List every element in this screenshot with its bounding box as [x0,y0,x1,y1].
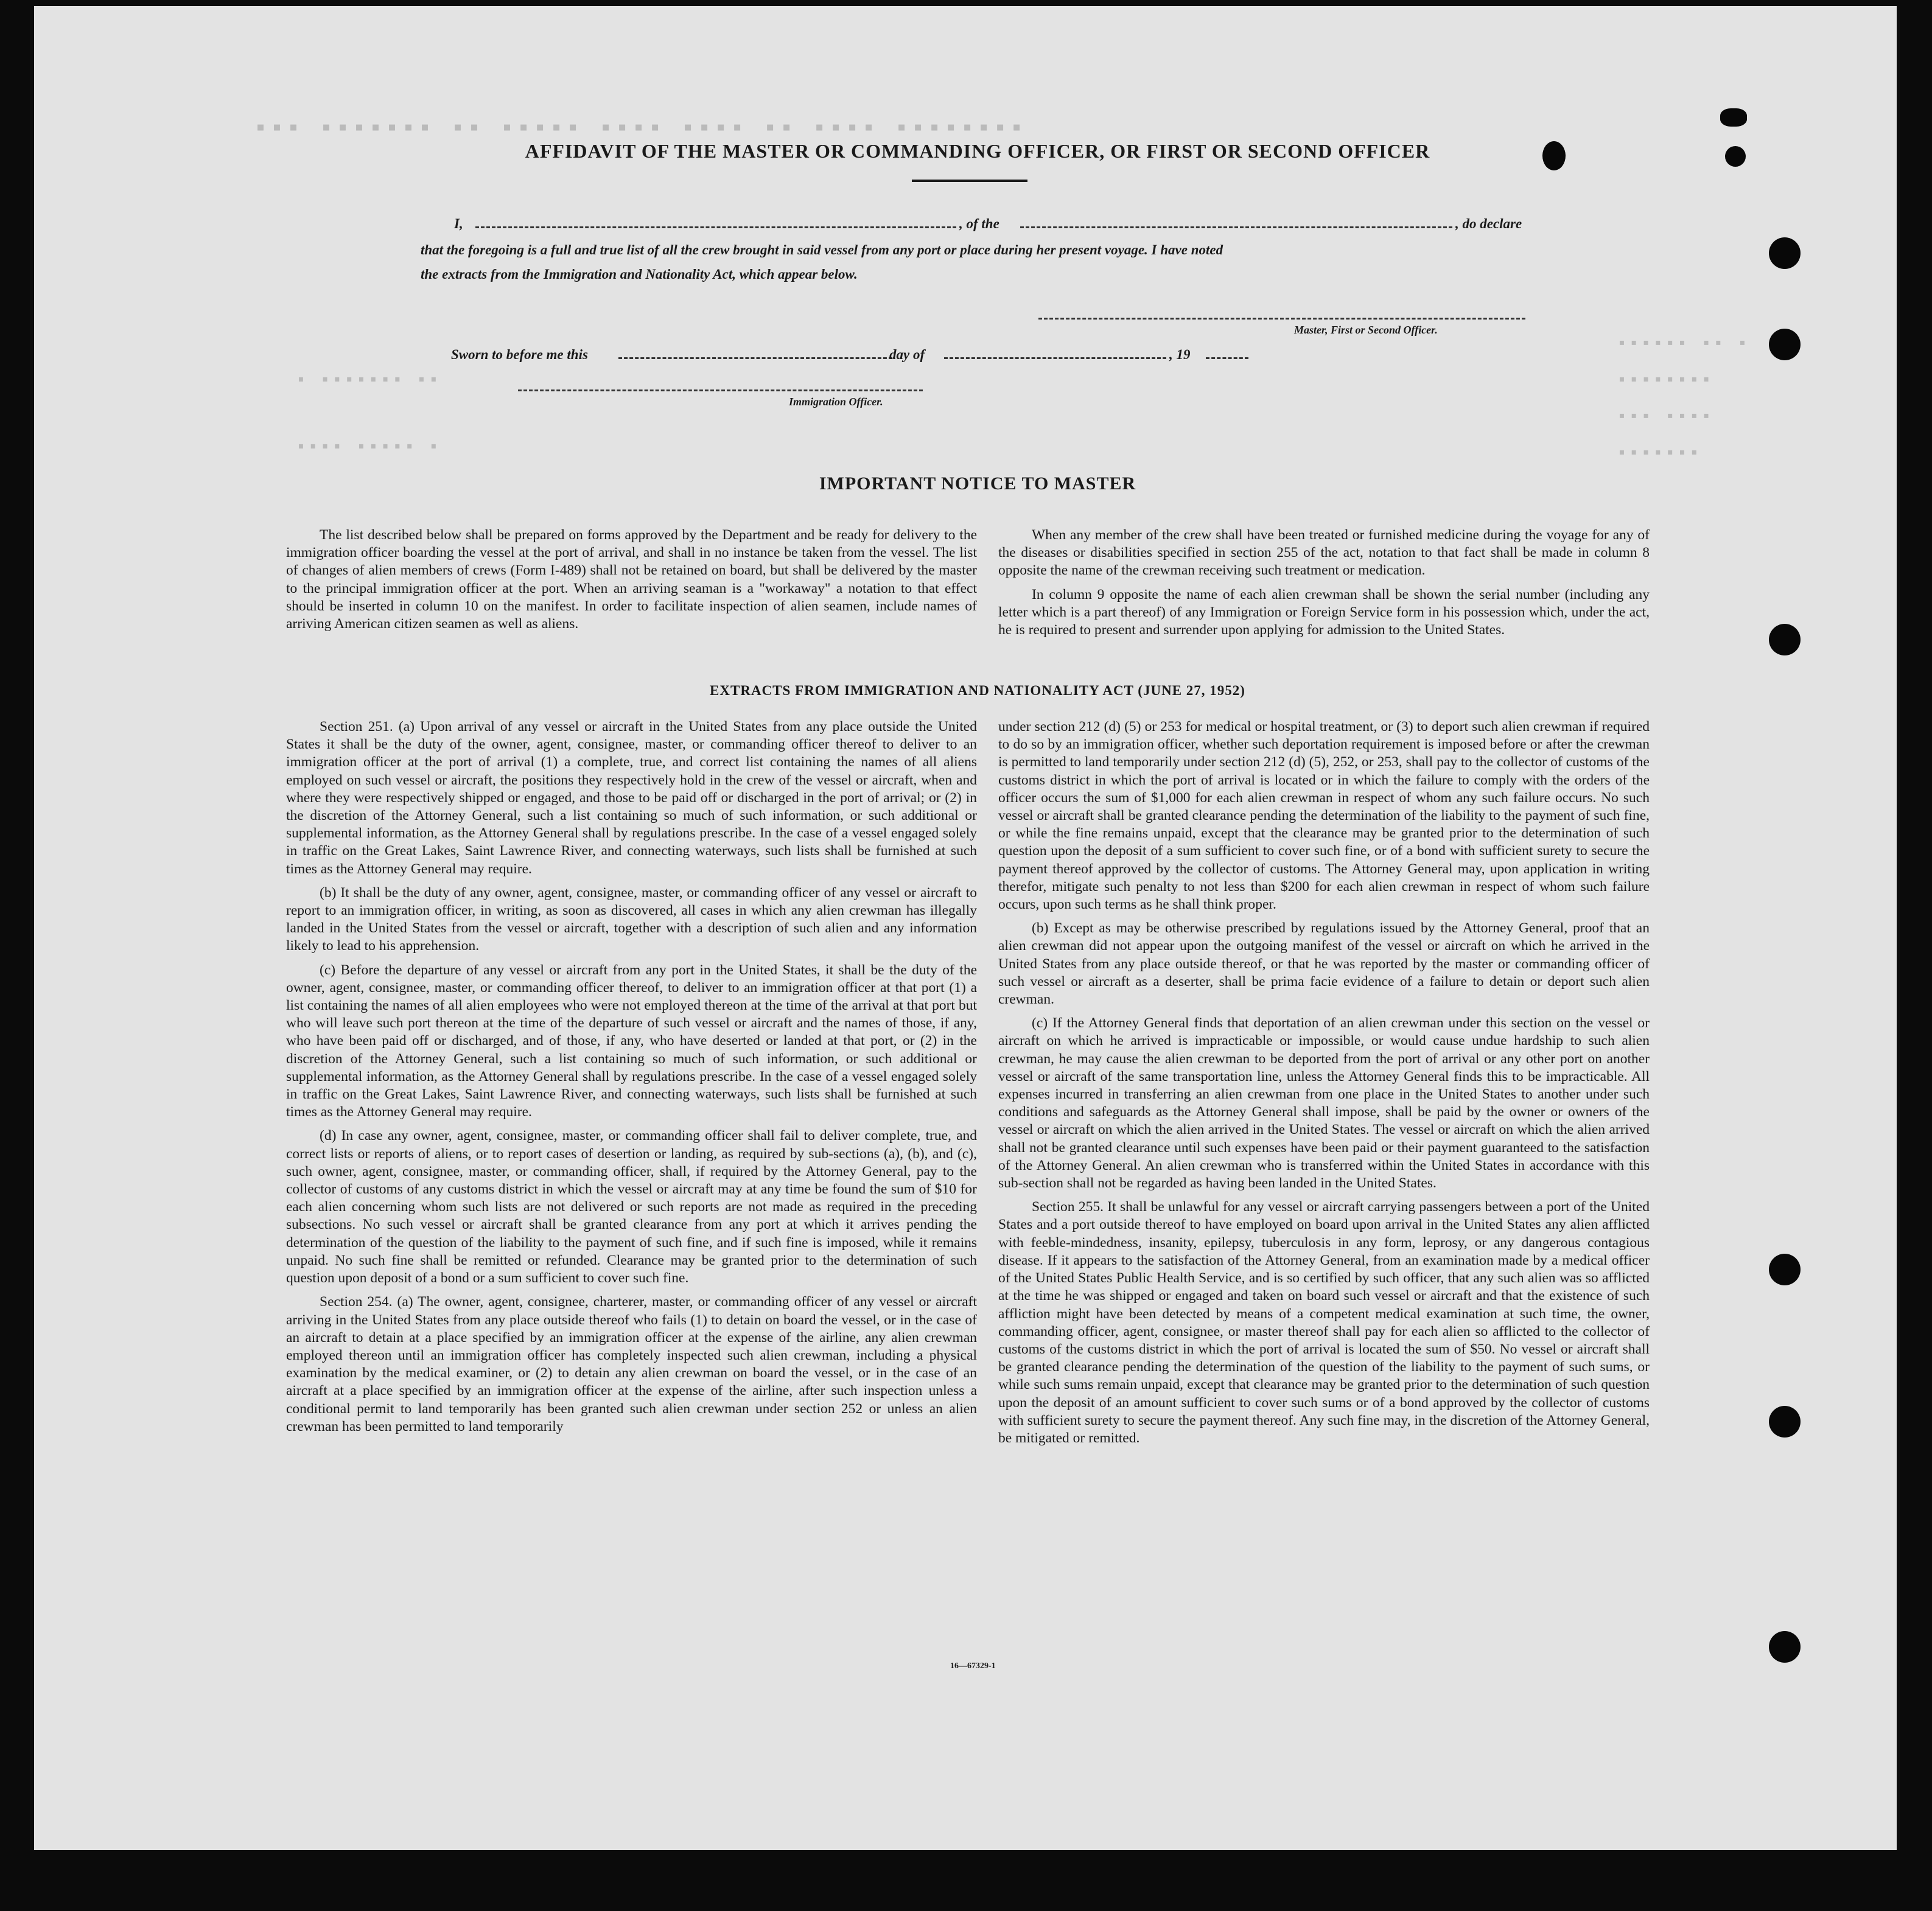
notice-left-column [286,526,977,639]
section-254-a: Section 254. (a) The owner, agent, consignee, charterer, master, or commanding officer of any vessel or aircraft arriving in the United States from any place outside thereof who fails (1) to detain on board the vessel, or in the case of an aircraft to detain at a place specified by an immigration officer at the expense of the airline, any alien crewman employed thereon until an immigration officer has completely inspected such alien crewman, including a physical examination by the medical examiner, or (2) to detain any alien crewman on board the vessel, or in the case of an aircraft at a place specified by an immigration officer at the expense of the airline, after such inspection unless a conditional permit to land temporarily has been granted such alien crewman under section 252 or unless an alien crewman has been permitted to land temporarily [286,1294,977,1434]
immigration-officer-label: Immigration Officer. [789,396,883,408]
punch-hole [1769,1406,1801,1438]
extracts-left-column [286,718,977,1442]
form-code: 16—67329-1 [950,1661,996,1671]
section-254-b: (b) Except as may be otherwise prescribed by regulations issued by the Attorney General, proof that an alien crewman did not appear upon the outgoing manifest of the vessel or aircraft on which he arrived in the United States from any place outside thereof, or that he was reported by the master or commanding officer of such vessel or aircraft as a deserter, shall be prima facie evidence of a failure to detain or deport such alien crewman. [998,920,1650,1008]
punch-hole [1769,624,1801,655]
section-251-b: (b) It shall be the duty of any owner, agent, consignee, master, or commanding officer of any vessel or aircraft to report to an immigration officer, in writing, as soon as discovered, all cases in which any alien crewman has illegally landed in the United States from the vessel or aircraft, together with a description of such alien and any information likely to lead to his apprehension. [286,884,977,954]
immigration-officer-signature-field[interactable] [518,390,923,391]
notice-right-column [998,526,1650,645]
bleed-through-text: ▪▪▪ ▪▪▪▪ [1617,408,1713,427]
section-255: Section 255. It shall be unlawful for any vessel or aircraft carrying passengers between a port of the United States and a port outside thereof to have employed on board upon arrival in the United States any alien afflicted with feeble-mindedness, insanity, epilepsy, tuberculosis in any form, leprosy, or any dangerous contagious disease. If it appears to the satisfaction of the Attorney General, from an examination made by a medical officer of the United States Public Health Service, and is so certified by such officer, that any such alien was so afflicted at the time he was shipped or engaged and taken on board such vessel or aircraft and that the existence of such affliction might have been detected by means of a competent medical examination at such time, the owner, commanding officer, agent, consignee, or master thereof shall pay for each alien so afflicted to the collector of customs of the customs district in which the port of arrival is located the sum of $50. No vessel or aircraft shall be granted clearance pending the determination of the question of the liability to the payment of such sums, or while such sums remain unpaid, except that clearance may be granted prior to the determination of such question upon the deposit of an amount sufficient to cover such sums or of a bond approved by the collector of customs with sufficient surety to secure the payment thereof. Any such fine may, in the discretion of the Attorney General, be mitigated or remitted. [998,1199,1650,1446]
of-the-label: , of the [959,216,999,231]
ink-smudge [1720,108,1747,127]
declaration-line-2: the extracts from the Immigration and Nationality Act, which appear below. [421,267,858,282]
bleed-through-text: ▪▪▪▪ ▪▪▪▪▪ ▪ [296,438,441,457]
bleed-through-text: ▪▪▪▪▪▪ ▪▪ ▪ [1617,335,1749,354]
ink-blot [1542,141,1566,170]
punch-hole [1769,1254,1801,1285]
title-rule [912,180,1027,182]
sworn-day-field[interactable] [618,357,892,359]
bleed-through-text: ▪ ▪▪▪▪▪▪▪ ▪▪ [296,371,441,390]
sworn-label: Sworn to before me this [451,347,588,362]
section-251-c: (c) Before the departure of any vessel or aircraft from any port in the United States, it shall be the duty of the owner, agent, consignee, master, or commanding officer thereof, to deliver to an immigration officer at that port (1) a list containing the names of all alien employees who were not employed thereon at the time of the arrival at that port but who will leave such port thereon at the time of the departure of such vessel or aircraft and the names of those, if any, who have been paid off or discharged, and of those, if any, who have deserted or landed at that port, or (2) in the discretion of the Attorney General, such a list containing so much of such information, or such additional or supplemental information, as the Attorney General shall by regulations prescribe. In the case of a vessel engaged solely in traffic on the Great Lakes, Saint Lawrence River, and connecting waterways, such lists shall be furnished at such times as the Attorney General may require. [286,962,977,1120]
ink-blot [1725,146,1746,167]
notice-right-paragraph-2: In column 9 opposite the name of each alien crewman shall be shown the serial number (including any letter which is a part thereof) of any Immigration or Foreign Service form in his possession which, under the act, he is required to present and surrender upon applying for admission to the United States. [998,586,1650,638]
punch-hole [1769,329,1801,360]
section-251-d: (d) In case any owner, agent, consignee, master, or commanding officer shall fail to deliver complete, true, and correct lists or reports of aliens, or to report cases of desertion or landing, as required by sub-sections (a), (b), and (c), such owner, agent, consignee, master, or commanding officer, shall, if required by the Attorney General, pay to the collector of customs of any customs district in which the vessel or aircraft may at any time be found the sum of $10 for each alien concerning whom such lists are not delivered or such reports are not made as required in the preceding subsections. No such vessel or aircraft shall be granted clearance from any port at which it arrives pending the determination of the question of the liability to the payment of such fine, and if such fine is imposed, while it remains unpaid. No such fine shall be remitted or refunded. Clearance may be granted prior to the determination of such question upon deposit of a bond or a sum sufficient to cover such fine. [286,1128,977,1287]
affidavit-title: AFFIDAVIT OF THE MASTER OR COMMANDING OFFICER, OR FIRST OR SECOND OFFICER [525,140,1430,162]
sworn-month-field[interactable] [944,357,1166,359]
notice-title: IMPORTANT NOTICE TO MASTER [819,473,1136,494]
master-signature-field[interactable] [1038,318,1525,320]
affidavit-i-label: I, [454,216,463,231]
declaration-line-1: that the foregoing is a full and true list of all the crew brought in said vessel from any port or place during her present voyage. I have noted [421,242,1223,257]
sworn-year-field[interactable] [1206,357,1248,359]
declarant-name-field[interactable] [475,226,956,228]
section-254-c: (c) If the Attorney General finds that deportation of an alien crewman under this section on the vessel or aircraft on which he arrived is impracticable or impossible, or would cause undue hardship to such alien crewman, he may cause the alien crewman to be deported from the port of arrival or any other port on another vessel or aircraft of the same transportation line, unless the Attorney General finds this to be impracticable. All expenses incurred in transferring an alien crewman from one place in the United States to another under such conditions and safeguards as the Attorney General shall impose, shall be paid by the owner or owners of the vessel or aircraft on which the alien arrived in the United States. The vessel or aircraft on which the alien arrived shall not be granted clearance until such expenses have been paid or their payment guaranteed to the satisfaction of the Attorney General. An alien crewman who is transferred within the United States in accordance with this sub-section shall not be regarded as having been landed in the United States. [998,1015,1650,1192]
form-sheet [34,6,1897,1850]
bleed-through-text: ▪▪▪ ▪▪▪▪▪▪▪ ▪▪ ▪▪▪▪▪ ▪▪▪▪ ▪▪▪▪ ▪▪ ▪▪▪▪ ▪▪▪▪▪▪▪▪ [253,116,1026,143]
master-signature-label: Master, First or Second Officer. [1294,324,1438,336]
day-of-label: day of [889,347,925,362]
section-254-a-continued: under section 212 (d) (5) or 253 for medical or hospital treatment, or (3) to deport such alien crewman if required to do so by an immigration officer, whether such deportation requirement is imposed before or after the crewman is permitted to land temporarily under section 212 (d) (5), 252, or 253, shall pay to the collector of customs of the customs district in which the port of arrival is located or in which the failure to comply with the orders of the officer occurs the sum of $1,000 for each alien crewman in respect of whom any such failure occurs. No such vessel or aircraft shall be granted clearance pending the determination of the liability to the payment of such fine, or while the fine remains unpaid, except that the clearance may be granted prior to the determination of such question upon the deposit of a sum sufficient to cover such fine, or of a bond with sufficient surety to secure the payment thereof approved by the collector of customs. The Attorney General may, upon application in writing therefor, mitigate such penalty to not less than $200 for each alien crewman in respect of whom such failure occurs, upon such terms as he shall think proper. [998,719,1650,913]
vessel-name-field[interactable] [1020,226,1452,228]
section-251-a: Section 251. (a) Upon arrival of any vessel or aircraft in the United States from any place outside the United States it shall be the duty of the owner, agent, consignee, master, or commanding officer thereof to deliver to an immigration officer at the port of arrival (1) a complete, true, and correct list containing the names of all aliens employed on such vessel or aircraft, the positions they respectively hold in the crew of the vessel or aircraft, when and where they were respectively shipped or engaged, and those to be paid off or discharged in the port of arrival; or (2) in the discretion of the Attorney General, such a list containing so much of such information, or such additional or supplemental information, as the Attorney General shall by regulations prescribe. In the case of a vessel engaged solely in traffic on the Great Lakes, Saint Lawrence River, and connecting waterways, such lists shall be furnished at such times as the Attorney General may require. [286,719,977,877]
extracts-title: EXTRACTS FROM IMMIGRATION AND NATIONALITY ACT (JUNE 27, 1952) [710,683,1245,698]
year-label: , 19 [1169,347,1191,362]
do-declare-label: , do declare [1455,216,1522,231]
bleed-through-text: ▪▪▪▪▪▪▪ [1617,444,1701,463]
punch-hole [1769,1631,1801,1663]
bleed-through-text: ▪▪▪▪▪▪▪▪ [1617,371,1713,390]
punch-hole [1769,237,1801,269]
extracts-right-column [998,718,1650,1453]
notice-left-paragraph: The list described below shall be prepared on forms approved by the Department and be ready for delivery to the immigration officer boarding the vessel at the port of arrival, and shall in no instance be taken from the vessel. The list of changes of alien members of crews (Form I-489) shall not be retained on board, but shall be delivered by the master to the principal immigration officer at the port. When an arriving seaman is a "workaway" a notation to that effect should be inserted in column 10 on the manifest. In order to facilitate inspection of alien seamen, include names of arriving American citizen seamen as well as aliens. [286,527,977,632]
notice-right-paragraph-1: When any member of the crew shall have been treated or furnished medicine during the voyage for any of the diseases or disabilities specified in section 255 of the act, notation to that fact shall be made in column 8 opposite the name of the crewman receiving such treatment or medication. [998,527,1650,579]
